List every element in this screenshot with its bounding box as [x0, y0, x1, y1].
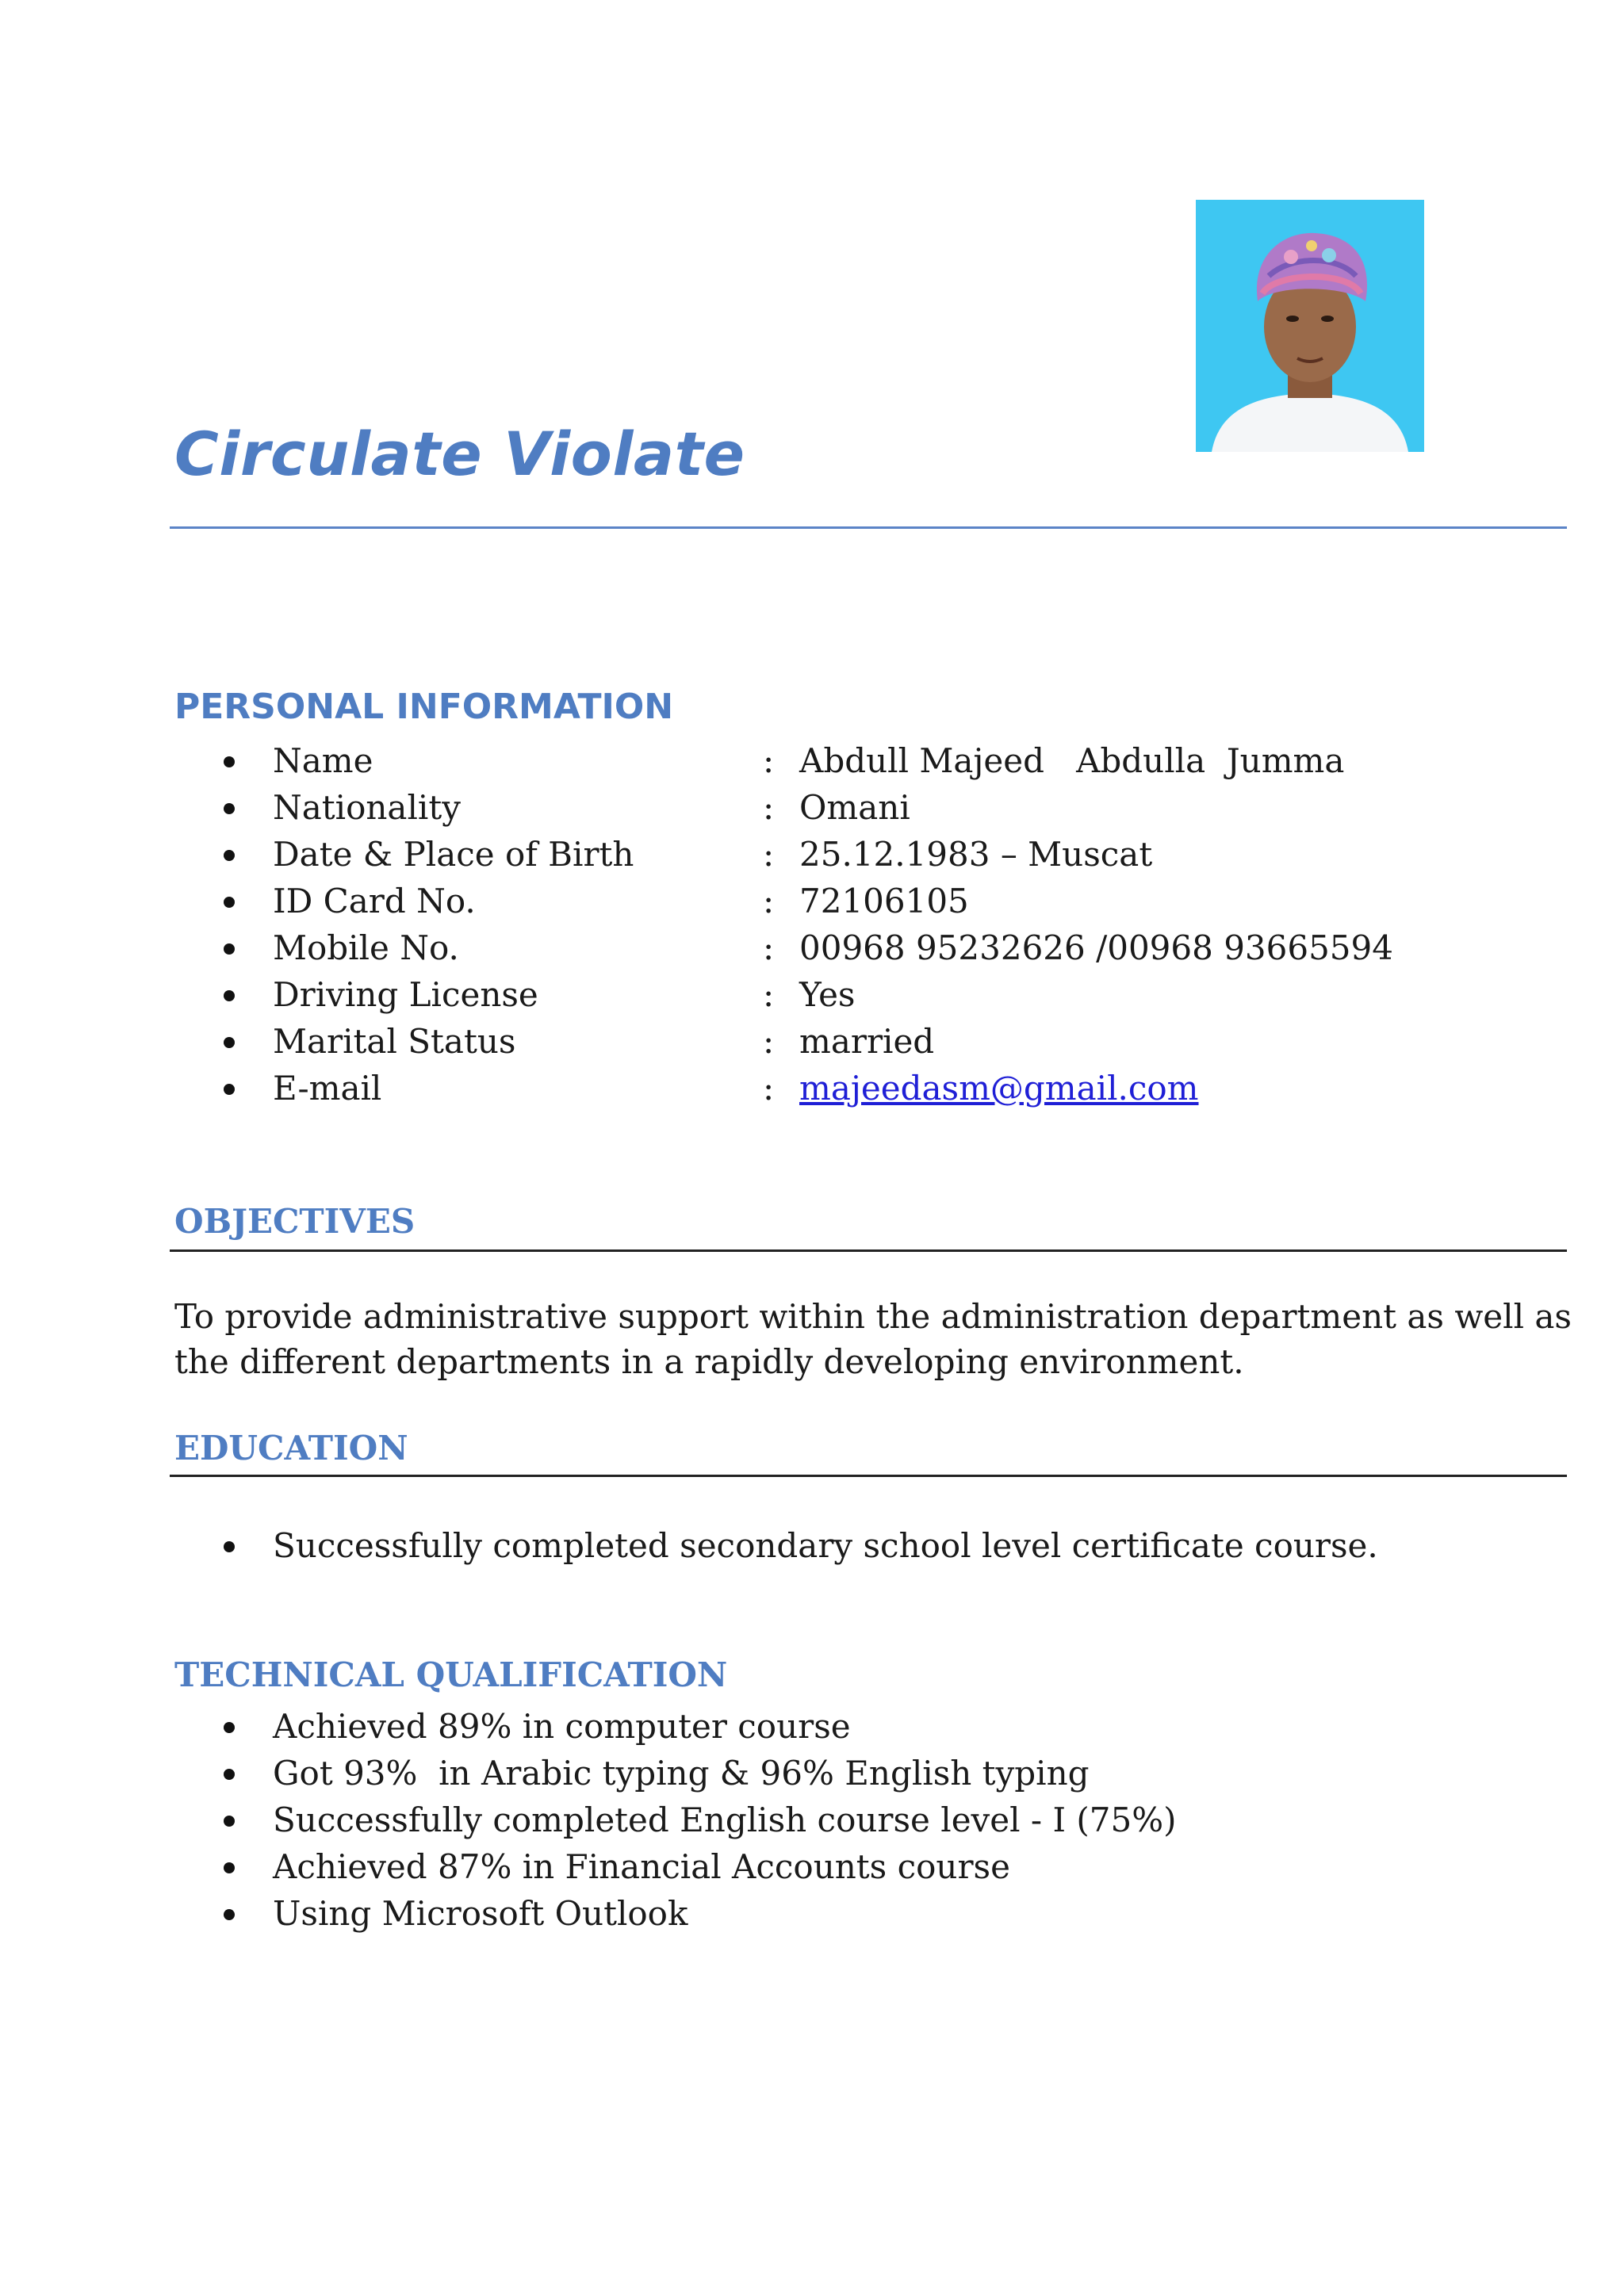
- education-heading: EDUCATION: [174, 1429, 408, 1468]
- info-label: E-mail: [273, 1069, 382, 1108]
- info-value: Abdull Majeed Abdulla Jumma: [799, 741, 1345, 780]
- personal-info-heading: PERSONAL INFORMATION: [174, 687, 674, 727]
- bullet-icon: [224, 1541, 235, 1552]
- bullet-icon: [224, 897, 235, 908]
- qualification-item-text: Achieved 89% in computer course: [273, 1707, 851, 1746]
- info-value: Omani: [799, 788, 910, 827]
- bullet-icon: [224, 1909, 235, 1920]
- info-separator: :: [763, 1069, 775, 1108]
- education-item-text: Successfully completed secondary school level certificate course.: [273, 1526, 1378, 1565]
- bullet-icon: [224, 943, 235, 955]
- technical-qualification-heading: TECHNICAL QUALIFICATION: [174, 1655, 728, 1694]
- info-value: Yes: [799, 975, 856, 1014]
- info-label: Mobile No.: [273, 928, 459, 967]
- bullet-icon: [224, 1084, 235, 1095]
- info-separator: :: [763, 741, 775, 780]
- info-label: Nationality: [273, 788, 461, 827]
- document-title: Circulate Violate: [174, 419, 745, 489]
- title-divider: [170, 526, 1567, 529]
- bullet-icon: [224, 1037, 235, 1048]
- info-value: married: [799, 1022, 935, 1061]
- info-separator: :: [763, 882, 775, 920]
- info-label: Date & Place of Birth: [273, 835, 634, 874]
- bullet-icon: [224, 756, 235, 767]
- info-separator: :: [763, 928, 775, 967]
- objectives-heading: OBJECTIVES: [174, 1202, 416, 1241]
- bullet-icon: [224, 990, 235, 1001]
- bullet-icon: [224, 1862, 235, 1873]
- bullet-icon: [224, 1722, 235, 1733]
- objective-paragraph: [174, 1294, 1572, 1384]
- objective-line: To provide administrative support within the administration department as well as: [174, 1297, 1572, 1336]
- objectives-divider: [170, 1249, 1567, 1252]
- qualification-item-text: Using Microsoft Outlook: [273, 1894, 688, 1933]
- bullet-icon: [224, 850, 235, 861]
- profile-photo: [1196, 200, 1424, 452]
- info-separator: :: [763, 788, 775, 827]
- info-separator: :: [763, 975, 775, 1014]
- info-separator: :: [763, 1022, 775, 1061]
- info-value: 00968 95232626 /00968 93665594: [799, 928, 1393, 967]
- bullet-icon: [224, 803, 235, 814]
- bullet-icon: [224, 1769, 235, 1780]
- education-divider: [170, 1475, 1567, 1477]
- info-separator: :: [763, 835, 775, 874]
- info-value: 72106105: [799, 882, 969, 920]
- qualification-item-text: Got 93% in Arabic typing & 96% English typing: [273, 1754, 1090, 1793]
- objective-line: the different departments in a rapidly developing environment.: [174, 1342, 1244, 1381]
- info-value: 25.12.1983 – Muscat: [799, 835, 1153, 874]
- info-label: Driving License: [273, 975, 538, 1014]
- info-label: Name: [273, 741, 373, 780]
- bullet-icon: [224, 1816, 235, 1827]
- qualification-item-text: Achieved 87% in Financial Accounts course: [273, 1847, 1010, 1886]
- email-link[interactable]: majeedasm@gmail.com: [799, 1069, 1199, 1108]
- info-label: Marital Status: [273, 1022, 516, 1061]
- info-label: ID Card No.: [273, 882, 476, 920]
- qualification-item-text: Successfully completed English course level - I (75%): [273, 1800, 1177, 1839]
